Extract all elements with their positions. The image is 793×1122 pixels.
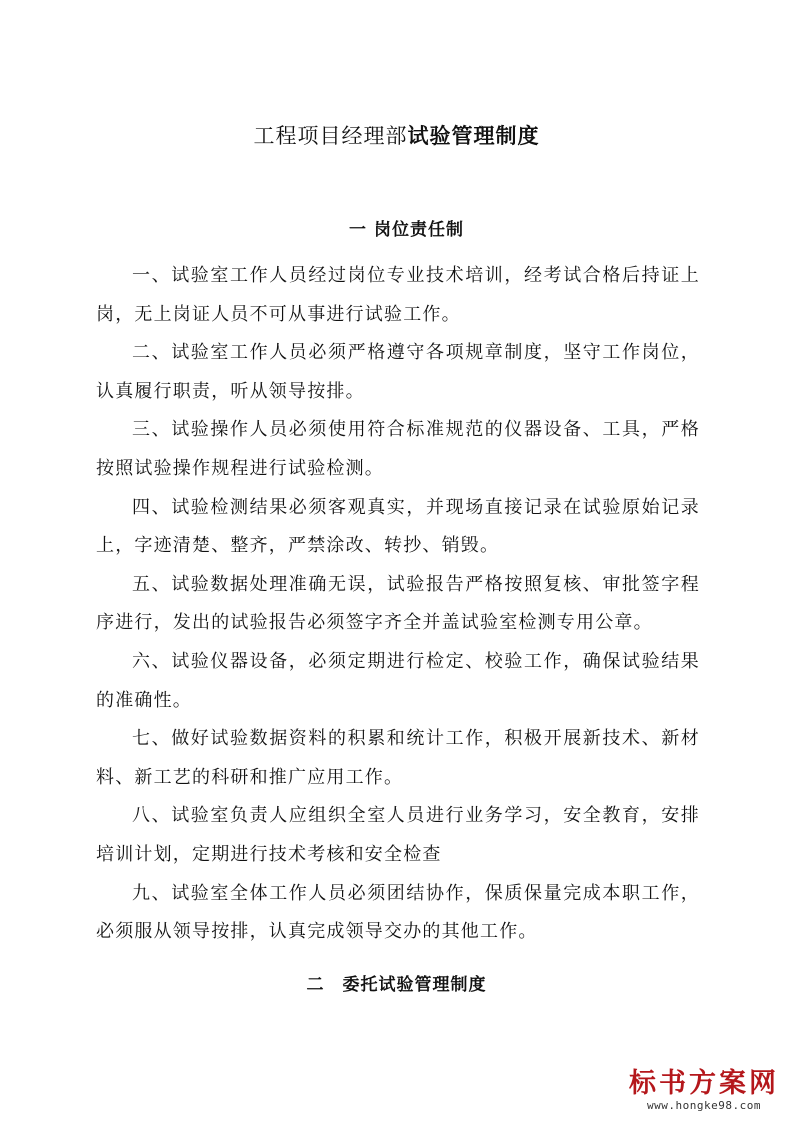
paragraph-9: 九、试验室全体工作人员必须团结协作，保质保量完成本职工作，必须服从领导按排，认真完成领导交办的其他工作。 bbox=[96, 882, 700, 943]
paragraph-3: 三、试验操作人员必须使用符合标准规范的仪器设备、工具，严格按照试验操作规程进行试验检测。 bbox=[96, 419, 700, 479]
paragraph-6: 六、试验仪器设备，必须定期进行检定、校验工作，确保试验结果的准确性。 bbox=[96, 650, 700, 711]
section-heading-1: 一 岗位责任制 bbox=[349, 220, 464, 240]
paragraph-4: 四、试验检测结果必须客观真实，并现场直接记录在试验原始记录上，字迹清楚、整齐，严禁涂改、转抄、销毁。 bbox=[96, 496, 700, 557]
watermark-url: www.hongke98.com bbox=[647, 1099, 761, 1112]
page-title-regular: 工程项目经理部 bbox=[253, 124, 408, 148]
paragraph-2: 二、试验室工作人员必须严格遵守各项规章制度，坚守工作岗位，认真履行职责，听从领导按排。 bbox=[96, 342, 700, 402]
page-title bbox=[0, 120, 793, 150]
paragraph-5: 五、试验数据处理准确无误，试验报告严格按照复核、审批签字程序进行，发出的试验报告必须签字齐全并盖试验室检测专用公章。 bbox=[96, 573, 700, 634]
page-title-bold: 试验管理制度 bbox=[407, 123, 540, 148]
paragraph-8: 八、试验室负责人应组织全室人员进行业务学习，安全教育，安排培训计划，定期进行技术考核和安全检查 bbox=[96, 805, 700, 865]
section-heading-2: 二 委托试验管理制度 bbox=[306, 975, 487, 995]
paragraph-7: 七、做好试验数据资料的积累和统计工作，积极开展新技术、新材料、新工艺的科研和推广应用工作。 bbox=[96, 728, 700, 788]
watermark bbox=[629, 1069, 779, 1112]
paragraph-1: 一、试验室工作人员经过岗位专业技术培训，经考试合格后持证上岗，无上岗证人员不可从事进行试验工作。 bbox=[96, 265, 700, 325]
watermark-name: 标书方案网 bbox=[629, 1068, 779, 1100]
section-1-body bbox=[96, 257, 700, 952]
